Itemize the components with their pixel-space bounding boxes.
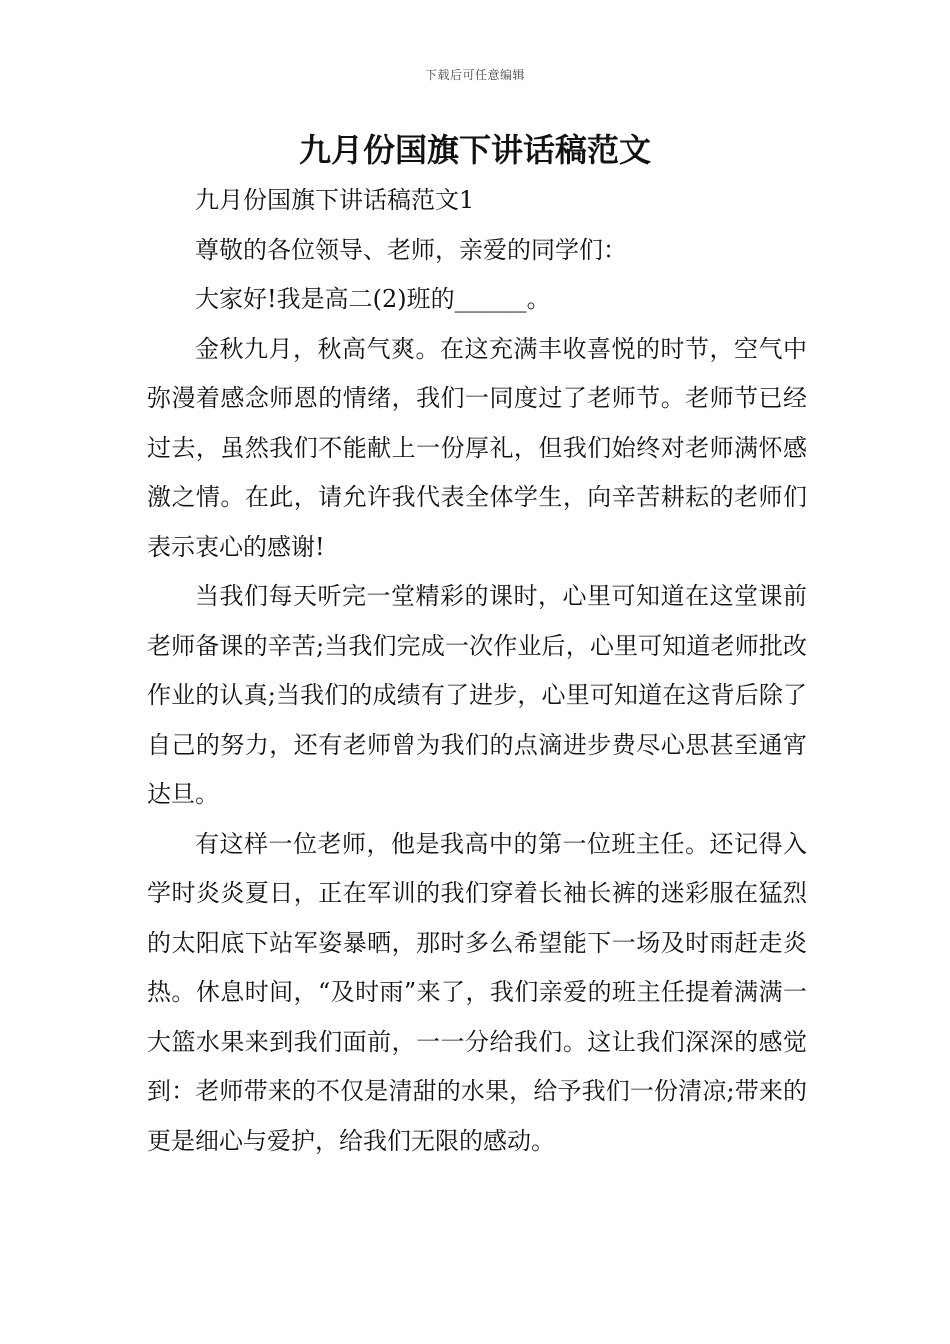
body-paragraph: 当我们每天听完一堂精彩的课时，心里可知道在这堂课前老师备课的辛苦;当我们完成一次作业后，心里可知道老师批改作业的认真;当我们的成绩有了进步，心里可知道在这背后除了自己的努力，还有老师曾为我们的点滴进步费尽心思甚至通宵达旦。 bbox=[147, 582, 807, 808]
body-paragraph: 金秋九月，秋高气爽。在这充满丰收喜悦的时节，空气中弥漫着感念师恩的情绪，我们一同度过了老师节。老师节已经过去，虽然我们不能献上一份厚礼，但我们始终对老师满怀感激之情。在此，请允许我代表全体学生，向辛苦耕耘的老师们表示衷心的感谢! bbox=[147, 334, 807, 561]
document-title: 九月份国旗下讲话稿范文 bbox=[298, 131, 651, 169]
salutation-paragraph: 尊敬的各位领导、老师，亲爱的同学们： bbox=[195, 235, 627, 264]
subtitle-paragraph: 九月份国旗下讲话稿范文1 bbox=[195, 186, 475, 214]
document-body bbox=[147, 176, 807, 1166]
greeting-paragraph: 大家好!我是高二(2)班的______。 bbox=[195, 285, 551, 313]
body-paragraph: 有这样一位老师，他是我高中的第一位班主任。还记得入学时炎炎夏日，正在军训的我们穿着长袖长裤的迷彩服在猛烈的太阳底下站军姿暴晒，那时多么希望能下一场及时雨赶走炎热。休息时间，“及时雨”来了，我们亲爱的班主任提着满满一大篮水果来到我们面前，一一分给我们。这让我们深深的感觉到：老师带来的不仅是清甜的水果，给予我们一份清凉;带来的更是细心与爱护，给我们无限的感动。 bbox=[147, 829, 807, 1155]
header-note: 下载后可任意编辑 bbox=[424, 68, 525, 82]
